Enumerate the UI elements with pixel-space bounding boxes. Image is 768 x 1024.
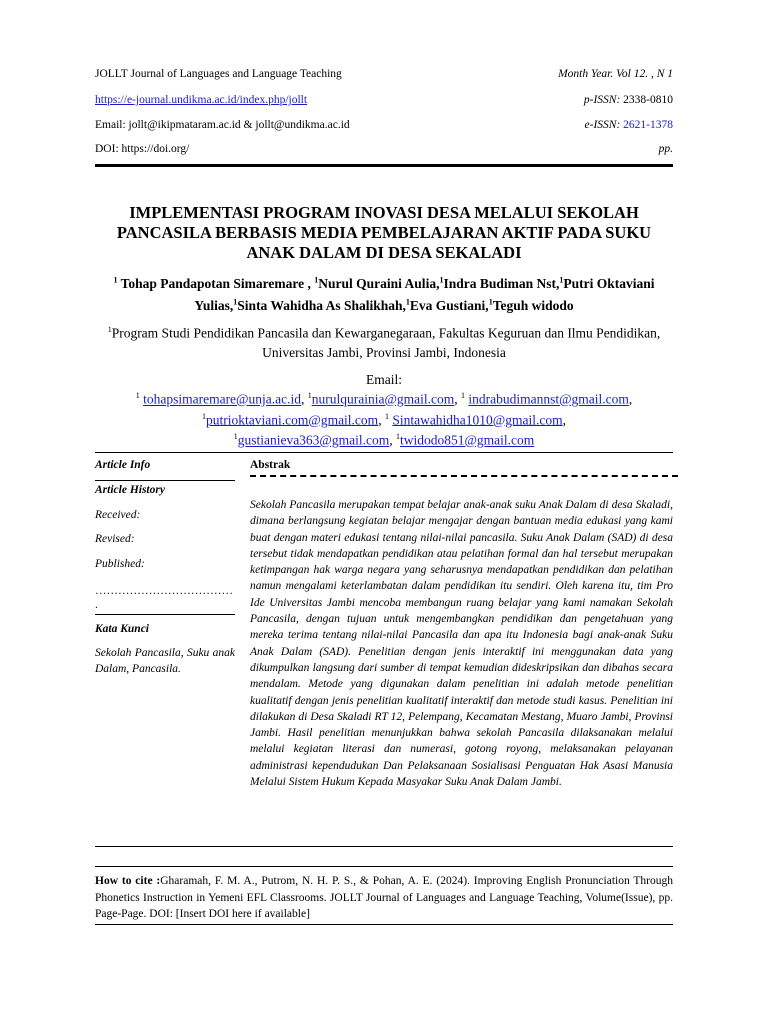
how-to-cite [95, 873, 673, 923]
received-label: Received: [95, 509, 141, 521]
dots-line: ……………………………… [95, 585, 233, 597]
author-list [95, 270, 673, 315]
author: $^1$Indra Budiman Nst, [439, 275, 560, 291]
author: $^1$Teguh widodo [488, 297, 574, 313]
email-link[interactable]: twidodo851@gmail.com [399, 432, 535, 448]
article-info-heading: Article Info [95, 459, 151, 471]
e-issn-label: e-ISSN: [584, 119, 621, 131]
author-emails: $^1$ tohapsimaremare@unja.ac.id, $^1$nurulqurainia@gmail.com, $^1$ indrabudimannst@gmail.com, $^1$putrioktaviani.com@gmail.com, $^1$ Sintawahidha1010@gmail.com, $^1$gustianieva363@gmail.com, $^1$twidodo851@gmail.com [135, 391, 633, 448]
journal-name: JOLLT Journal of Languages and Language Teaching [95, 68, 342, 80]
dot-line: . [95, 599, 98, 611]
doi: DOI: https://doi.org/ [95, 143, 190, 155]
email-link[interactable]: indrabudimannst@gmail.com [468, 391, 629, 407]
p-issn-label: p-ISSN: [583, 94, 621, 106]
keywords: Sekolah Pancasila, Suku anak Dalam, Pancasila. [95, 647, 235, 675]
abstract-dashed-rule [250, 475, 678, 477]
e-issn-value: 2621-1378 [623, 119, 673, 131]
cite-top-rule [95, 846, 673, 847]
author: $^1$Sinta Wahidha As Shalikhah, [233, 297, 406, 313]
p-issn-value: 2338-0810 [623, 94, 673, 106]
article-title: IMPLEMENTASI PROGRAM INOVASI DESA MELALUI SEKOLAH PANCASILA BERBASIS MEDIA PEMBELAJARAN AKTIF PADA SUKU ANAK DALAM DI DESA SEKALADI [116, 203, 652, 262]
issue-info: Month Year. Vol 12. , N 1 [558, 68, 673, 80]
keywords-rule [95, 614, 235, 615]
revised-label: Revised: [95, 533, 135, 545]
affiliation: $^1$Program Studi Pendidikan Pancasila dan Kewarganegaraan, Fakultas Keguruan dan Ilmu Pendidikan, Universitas Jambi, Provinsi Jambi, Indonesia [107, 325, 661, 360]
author: $^1$Eva Gustiani, [405, 297, 489, 313]
published-label: Published: [95, 558, 145, 570]
cite-text: Gharamah, F. M. A., Putrom, N. H. P. S., & Pohan, A. E. (2024). Improving English Pronunciation Through Phonetics Instruction in Yemeni EFL Classrooms. JOLLT Journal of Languages and Language Teaching, Volume(Issue), pp. Page-Page. DOI: [Insert DOI here if available] [95, 875, 673, 920]
cite-label: How to cite : [95, 875, 161, 887]
author: $^1$Putri Oktaviani Yulias, [194, 275, 655, 313]
email-link[interactable]: gustianieva363@gmail.com [237, 432, 390, 448]
header-rule [95, 164, 673, 167]
email-link[interactable]: putrioktaviani.com@gmail.com [206, 412, 379, 427]
pages: pp. [658, 143, 673, 155]
email-link[interactable]: nurulqurainia@gmail.com [311, 391, 455, 407]
email-link[interactable]: Sintawahidha1010@gmail.com [392, 412, 563, 427]
cite-mid-rule [95, 866, 673, 867]
keywords-heading: Kata Kunci [95, 623, 150, 635]
article-history-label: Article History [95, 484, 165, 496]
email-link[interactable]: tohapsimaremare@unja.ac.id [143, 391, 301, 407]
author: $^1$ Tohap Pandapotan Simaremare , [113, 275, 315, 291]
author: $^1$Nurul Quraini Aulia, [314, 275, 440, 291]
cite-bottom-rule [95, 924, 673, 925]
journal-url-link[interactable]: https://e-journal.undikma.ac.id/index.php/jollt [95, 94, 308, 106]
e-issn [585, 118, 673, 132]
journal-email: Email: jollt@ikipmataram.ac.id & jollt@undikma.ac.id [95, 119, 350, 131]
abstract-text: Sekolah Pancasila merupakan tempat belajar anak-anak suku Anak Dalam di desa Skaladi, dimana berlangsung kegiatan belajar mengajar dengan bantuan media edukasi yang kami buat dengan materi edukasi tentang nilai-nilai pancasila. Suku Anak Dalam (SAD) di desa tersebut tidak mendapatkan pendidikan atau pelatihan formal dan hal tersebut merupakan ketimpangan hak warga negara yang seharusnya mendapatkan pendidikan dan pelatihan namun mengalami keterlambatan dalam pendidikan itu sendiri. Oleh karena itu, tim Pro Ide Universitas Jambi mencoba membangun ruang belajar yang kami namakan Sekolah Pancasila, dengan tujuan untuk mengembangkan pendidikan dan pengetahuan yang mereka terima tentang nilai-nilai Pancasila dan apa itu Indonesia bagi anak-anak Suku Anak Dalam (SAD). Penelitian dengan jenis interaktif ini menggunakan data yang dikumpulkan langsung dari sumber di tempat kemudian dideskripsikan dan dibahas secara mendalam. Metode yang digunakan dalam penelitian ini adalah metode penelitian kualitatif dengan jenis penelitian kualitatif interaktif dan metode studi kasus. Penelitian ini dilakukan di Desa Skaladi RT 12, Pelempang, Kecamatan Mestang, Muaro Jambi, Provinsi Jambi. Hasil penelitian menunjukkan bahwa sekolah Pancasila dilaksanakan melalui melalui kegiatan literasi dan numerasi, gotong royong, melaksanakan pelayanan administrasi kependudukan Dan Pelaksanaan Sosialisasi Penguatan Hak Asasi Manusia Melalui Sistem Hukum Kepada Masyakar Suku Anak Dalam Jambi. [250, 499, 673, 789]
p-issn [584, 93, 673, 107]
table-top-rule [95, 452, 673, 453]
abstract-heading: Abstrak [250, 459, 291, 471]
email-heading: Email: [366, 372, 402, 387]
info-rule [95, 480, 235, 481]
